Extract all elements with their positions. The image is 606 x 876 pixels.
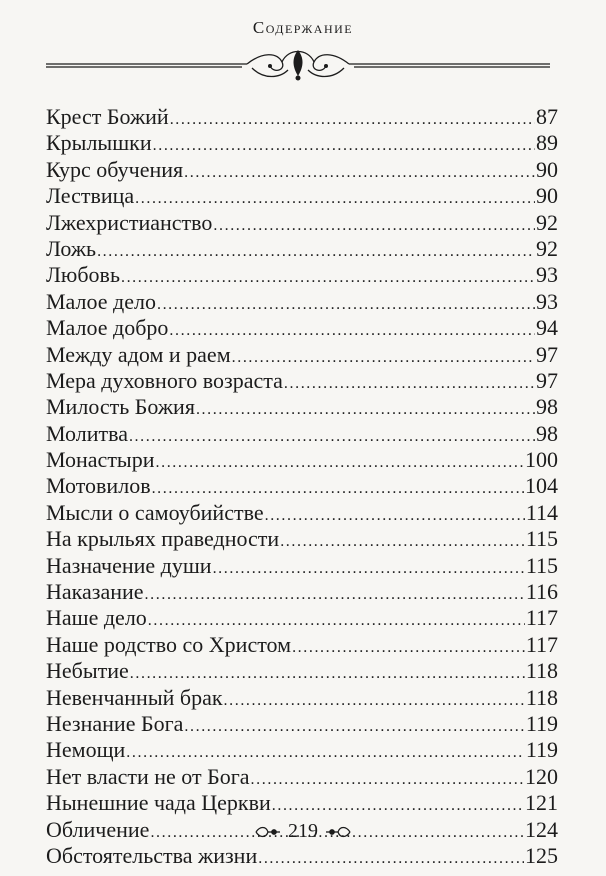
toc-leader-dots — [224, 688, 525, 714]
table-of-contents — [46, 104, 558, 869]
toc-entry — [46, 183, 558, 209]
toc-entry-page: 115 — [525, 552, 558, 578]
toc-entry — [46, 447, 558, 473]
toc-entry-title: Лествица — [46, 183, 135, 209]
toc-entry-title: Крест Божий — [46, 104, 169, 129]
toc-entry-title: Обстоятельства жизни — [46, 842, 258, 868]
toc-entry-title: Наказание — [46, 579, 144, 605]
toc-entry-page: 119 — [525, 710, 558, 736]
toc-entry-page: 125 — [525, 842, 558, 868]
toc-entry-title: Мысли о самоубийстве — [46, 499, 264, 525]
toc-entry-title: Обличение — [46, 816, 150, 842]
toc-leader-dots — [196, 397, 535, 423]
toc-entry — [46, 658, 558, 684]
toc-entry-page: 98 — [536, 394, 558, 420]
toc-leader-dots — [292, 635, 525, 661]
toc-entry-page: 117 — [525, 605, 558, 631]
toc-entry-title: Нынешние чада Церкви — [46, 790, 271, 816]
toc-entry-page: 89 — [536, 130, 558, 156]
toc-entry — [46, 500, 558, 526]
toc-entry-title: Невенчанный брак — [46, 684, 223, 710]
page-footer — [0, 820, 606, 843]
toc-leader-dots — [157, 292, 535, 318]
toc-leader-dots — [153, 133, 535, 159]
toc-leader-dots — [213, 556, 525, 582]
toc-leader-dots — [184, 714, 524, 740]
left-flourish-icon — [254, 824, 282, 840]
toc-entry — [46, 843, 558, 869]
toc-entry — [46, 262, 558, 288]
toc-entry-page: 121 — [525, 790, 558, 816]
toc-entry — [46, 421, 558, 447]
toc-leader-dots — [272, 793, 524, 819]
toc-entry — [46, 157, 558, 183]
toc-entry-page: 93 — [536, 262, 558, 288]
toc-leader-dots — [184, 160, 535, 186]
toc-leader-dots — [97, 239, 535, 265]
toc-entry — [46, 553, 558, 579]
toc-entry-page: 92 — [536, 235, 558, 261]
toc-entry — [46, 764, 558, 790]
toc-leader-dots — [258, 846, 524, 872]
toc-entry-title: На крыльях праведности — [46, 526, 280, 552]
toc-leader-dots — [170, 107, 535, 133]
toc-entry-title: Малое дело — [46, 288, 156, 314]
toc-entry — [46, 711, 558, 737]
toc-entry-page: 93 — [536, 288, 558, 314]
toc-entry — [46, 342, 558, 368]
toc-entry-page: 114 — [525, 499, 558, 525]
toc-entry — [46, 737, 558, 763]
toc-entry-title: Мотовилов — [46, 473, 151, 499]
toc-entry-page: 97 — [536, 367, 558, 393]
toc-entry — [46, 605, 558, 631]
toc-leader-dots — [213, 213, 535, 239]
toc-entry — [46, 473, 558, 499]
toc-entry — [46, 289, 558, 315]
toc-entry-title: Назначение души — [46, 552, 212, 578]
floral-divider-ornament-icon — [42, 44, 554, 84]
toc-entry — [46, 104, 558, 130]
toc-leader-dots — [145, 582, 525, 608]
toc-entry-page: 98 — [536, 420, 558, 446]
toc-entry-page: 87 — [536, 104, 558, 129]
toc-entry-title: Крылышки — [46, 130, 152, 156]
toc-entry-page: 104 — [525, 473, 558, 499]
toc-entry — [46, 685, 558, 711]
toc-entry — [46, 368, 558, 394]
toc-entry-page: 118 — [525, 684, 558, 710]
toc-entry-page: 124 — [525, 816, 558, 842]
toc-entry — [46, 130, 558, 156]
toc-entry-title: Ложь — [46, 235, 97, 261]
toc-entry-page: 94 — [536, 315, 558, 341]
toc-entry — [46, 394, 558, 420]
toc-entry-page: 97 — [536, 341, 558, 367]
toc-entry-page: 116 — [525, 579, 558, 605]
toc-entry-title: Наше родство со Христом — [46, 631, 292, 657]
toc-entry — [46, 315, 558, 341]
toc-entry-title: Незнание Бога — [46, 710, 184, 736]
toc-entry-title: Немощи — [46, 737, 126, 763]
right-flourish-icon — [324, 824, 352, 840]
toc-leader-dots — [129, 424, 535, 450]
toc-entry-title: Нет власти не от Бога — [46, 763, 250, 789]
toc-entry — [46, 210, 558, 236]
toc-entry — [46, 790, 558, 816]
toc-entry-page: 115 — [525, 526, 558, 552]
toc-entry — [46, 632, 558, 658]
toc-leader-dots — [121, 265, 535, 291]
toc-entry-title: Малое добро — [46, 315, 169, 341]
page-number: 219 — [288, 820, 318, 842]
toc-entry-page: 92 — [536, 209, 558, 235]
toc-entry-title: Между адом и раем — [46, 341, 231, 367]
toc-entry-page: 120 — [525, 763, 558, 789]
toc-entry-page: 90 — [536, 156, 558, 182]
toc-entry-title: Милость Божия — [46, 394, 195, 420]
page-header: Содержание — [252, 18, 354, 37]
toc-leader-dots — [156, 450, 525, 476]
toc-entry-page: 119 — [525, 737, 558, 763]
toc-entry-title: Любовь — [46, 262, 120, 288]
toc-leader-dots — [251, 767, 524, 793]
toc-entry-title: Молитва — [46, 420, 128, 446]
toc-entry — [46, 579, 558, 605]
toc-entry-page: 90 — [536, 183, 558, 209]
toc-leader-dots — [284, 371, 535, 397]
toc-entry-page: 118 — [525, 658, 558, 684]
toc-entry-title: Наше дело — [46, 605, 147, 631]
toc-entry — [46, 236, 558, 262]
toc-entry — [46, 526, 558, 552]
toc-leader-dots — [265, 503, 525, 529]
toc-entry-title: Мера духовного возраста — [46, 367, 283, 393]
toc-entry-title: Лжехристианство — [46, 209, 213, 235]
toc-entry-page: 117 — [525, 631, 558, 657]
toc-leader-dots — [280, 529, 525, 555]
toc-entry-title: Курс обучения — [46, 156, 184, 182]
toc-entry-title: Небытие — [46, 658, 129, 684]
toc-entry-title: Монастыри — [46, 447, 155, 473]
toc-entry-page: 100 — [525, 447, 558, 473]
